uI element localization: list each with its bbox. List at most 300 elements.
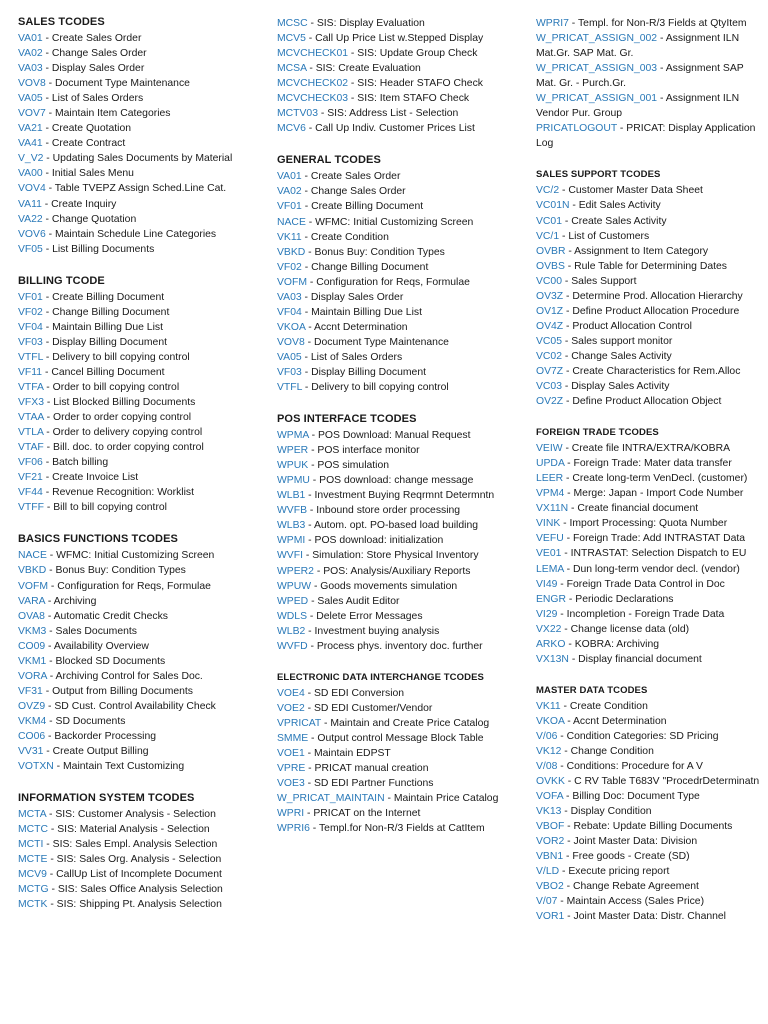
tcode-link[interactable]: OV2Z <box>536 396 564 408</box>
tcode-link[interactable]: VK13 <box>536 806 562 818</box>
tcode-entry <box>277 518 522 533</box>
tcode-link[interactable]: CO06 <box>18 730 46 742</box>
tcode-link[interactable]: VTAF <box>18 442 44 454</box>
separator: - <box>46 565 56 577</box>
tcode-description: Create Sales Order <box>51 33 142 44</box>
tcode-entry <box>18 46 258 61</box>
tcode-link[interactable]: VKOA <box>277 321 306 333</box>
tcode-link[interactable]: VOR1 <box>536 911 565 923</box>
tcode-link[interactable]: VF44 <box>18 487 43 499</box>
tcode-link[interactable]: W_PRICAT_ASSIGN_003 <box>536 63 658 75</box>
tcode-description: Assignment to Item Category <box>574 245 709 257</box>
tcode-description: Change Rebate Agreement <box>572 881 699 893</box>
tcode-link[interactable]: WPMI <box>277 535 306 547</box>
tcode-entry <box>18 609 258 624</box>
tcode-description: Archiving <box>53 595 97 607</box>
tcode-link[interactable]: VA03 <box>277 291 302 303</box>
tcode-description: Templ. for Non-R/3 Fields at QtyItem <box>577 18 747 29</box>
tcode-link[interactable]: VF06 <box>18 457 43 469</box>
tcode-description: Backorder Processing <box>54 730 157 742</box>
separator: - <box>305 625 315 637</box>
tcode-link[interactable]: VA21 <box>18 123 43 135</box>
tcode-description: Conditions: Procedure for A V <box>566 761 703 773</box>
section-heading: FOREIGN TRADE TCODES <box>536 427 659 439</box>
separator: - <box>301 291 311 303</box>
tcode-description: Order to order copying control <box>53 412 192 424</box>
tcode-link[interactable]: VF31 <box>18 685 43 697</box>
tcode-entry <box>536 349 762 364</box>
tcode-description: Rebate: Update Billing Documents <box>573 821 733 833</box>
separator: - <box>53 761 64 773</box>
tcode-link[interactable]: VF04 <box>18 321 43 333</box>
tcode-link[interactable]: MCTV03 <box>277 108 318 120</box>
tcode-section <box>277 16 522 136</box>
tcode-link[interactable]: VF01 <box>277 201 302 213</box>
tcode-description: SD Cust. Control Availability Check <box>54 700 216 712</box>
tcode-link[interactable]: VA01 <box>18 33 43 44</box>
separator: - <box>43 412 54 424</box>
tcode-link[interactable]: VA02 <box>277 186 302 198</box>
tcode-link[interactable]: PRICATLOGOUT <box>536 123 618 135</box>
tcode-description: Create Contract <box>51 138 126 150</box>
tcode-description: Product Allocation Control <box>572 320 692 332</box>
tcode-link[interactable]: VF01 <box>18 291 43 303</box>
tcode-description: PRICAT manual creation <box>314 763 429 775</box>
tcode-link[interactable]: WLB3 <box>277 520 306 532</box>
tcode-description: SD EDI Conversion <box>313 687 405 699</box>
separator: - <box>305 520 314 532</box>
tcode-link[interactable]: ARKO <box>536 638 566 650</box>
separator: - <box>561 623 571 635</box>
tcode-link[interactable]: MCTI <box>18 839 44 851</box>
tcode-link[interactable]: VA22 <box>18 213 43 225</box>
separator: - <box>568 653 579 665</box>
tcode-link[interactable]: VOV8 <box>18 78 46 90</box>
tcode-entry <box>536 486 762 501</box>
tcode-description: Create Inquiry <box>51 198 117 210</box>
tcode-entry <box>18 350 258 365</box>
tcode-link[interactable]: VC/2 <box>536 185 560 197</box>
tcode-link[interactable]: VF21 <box>18 472 43 484</box>
tcode-link[interactable]: VF02 <box>277 261 302 273</box>
tcode-link[interactable]: VA02 <box>18 48 43 60</box>
tcode-link[interactable]: VBN1 <box>536 851 564 863</box>
tcode-link[interactable]: WPRI6 <box>277 823 310 835</box>
tcode-link[interactable]: VARA <box>18 595 45 607</box>
tcode-link[interactable]: VV31 <box>18 746 44 758</box>
tcode-link[interactable]: VC00 <box>536 275 562 287</box>
tcode-link[interactable]: VA03 <box>18 63 43 75</box>
tcode-description: Define Product Allocation Procedure <box>572 305 740 317</box>
separator: - <box>563 305 573 317</box>
tcode-link[interactable]: VC02 <box>536 350 562 362</box>
separator: - <box>42 472 53 484</box>
tcode-link[interactable]: VBO2 <box>536 881 564 893</box>
tcode-entry <box>536 834 762 849</box>
separator: - <box>318 108 328 120</box>
tcode-entry <box>18 624 258 639</box>
tcode-link[interactable]: VC01N <box>536 200 570 212</box>
tcode-link[interactable]: VOFM <box>18 580 49 592</box>
tcode-link[interactable]: VI29 <box>536 608 558 620</box>
tcode-link[interactable]: VTFF <box>18 502 44 514</box>
tcode-entry <box>18 136 258 151</box>
tcode-description: Edit Sales Activity <box>578 200 661 212</box>
separator: - <box>43 153 53 165</box>
tcode-link[interactable]: VTFA <box>18 381 44 393</box>
tcode-link[interactable]: UPDA <box>536 458 565 470</box>
tcode-link[interactable]: WLB1 <box>277 490 306 502</box>
separator: - <box>563 851 573 863</box>
tcode-entry <box>18 897 258 912</box>
separator: - <box>304 808 314 820</box>
tcode-entry <box>277 121 522 136</box>
tcode-description: INTRASTAT: Selection Dispatch to EU <box>570 548 747 560</box>
tcode-link[interactable]: VFX3 <box>18 397 44 409</box>
tcode-link[interactable]: MCTG <box>18 884 49 896</box>
tcode-link[interactable]: VKM3 <box>18 625 47 637</box>
separator: - <box>42 306 53 318</box>
separator: - <box>42 321 53 333</box>
separator: - <box>45 640 54 652</box>
separator: - <box>569 200 579 212</box>
tcode-link[interactable]: VBKD <box>277 246 306 258</box>
tcode-link[interactable]: VOE2 <box>277 702 305 714</box>
tcode-link[interactable]: VOE1 <box>277 747 305 759</box>
tcode-description: Joint Master Data: Division <box>573 836 698 848</box>
tcode-entry <box>536 894 762 909</box>
tcode-section <box>277 413 522 654</box>
separator: - <box>43 746 53 758</box>
tcode-description: List of Customers <box>568 230 650 242</box>
tcode-link[interactable]: VKM1 <box>18 655 47 667</box>
separator: - <box>301 171 311 183</box>
tcode-link[interactable]: OVZ9 <box>18 700 46 712</box>
tcode-entry <box>18 410 258 425</box>
tcode-entry <box>277 169 522 184</box>
tcode-link[interactable]: VOFA <box>536 791 564 803</box>
tcode-link[interactable]: VPM4 <box>536 488 565 500</box>
tcode-description: Configuration for Reqs, Formulae <box>57 580 211 592</box>
tcode-link[interactable]: V/08 <box>536 761 558 773</box>
tcode-link[interactable]: WPUW <box>277 580 312 592</box>
tcode-link[interactable]: OVBS <box>536 260 565 272</box>
tcode-link[interactable]: OV1Z <box>536 305 564 317</box>
tcode-link[interactable]: VKOA <box>536 715 565 727</box>
tcode-link[interactable]: VC01 <box>536 215 562 227</box>
separator: - <box>562 443 572 455</box>
tcode-link[interactable]: VF02 <box>18 306 43 318</box>
tcode-link[interactable]: VK11 <box>277 231 302 243</box>
tcode-link[interactable]: VA41 <box>18 138 43 150</box>
tcode-link[interactable]: VX22 <box>536 623 562 635</box>
separator: - <box>308 595 318 607</box>
tcode-link[interactable]: WVFB <box>277 505 308 517</box>
tcode-link[interactable]: WPMU <box>277 475 310 487</box>
separator: - <box>42 243 53 255</box>
tcode-link[interactable]: W_PRICAT_ASSIGN_001 <box>536 93 658 105</box>
tcode-description: Create Billing Document <box>311 201 424 213</box>
tcode-link[interactable]: VX13N <box>536 653 569 665</box>
tcode-entry <box>277 548 522 563</box>
tcode-link[interactable]: VA05 <box>18 93 43 105</box>
tcode-link[interactable]: VOR2 <box>536 836 565 848</box>
tcode-link[interactable]: ENGR <box>536 593 567 605</box>
tcode-link[interactable]: V_V2 <box>18 153 44 165</box>
tcode-link[interactable]: CO09 <box>18 640 46 652</box>
tcode-link[interactable]: V/06 <box>536 730 558 742</box>
tcode-description: Accnt Determination <box>572 715 667 727</box>
tcode-description: Bonus Buy: Condition Types <box>314 246 445 258</box>
tcode-link[interactable]: MCVCHECK01 <box>277 48 349 60</box>
tcode-entry <box>277 533 522 548</box>
tcode-description: SIS: Sales Org. Analysis - Selection <box>56 854 222 866</box>
separator: - <box>45 228 55 240</box>
separator: - <box>657 93 666 105</box>
tcode-link[interactable]: OVKK <box>536 776 565 788</box>
tcode-description: Create Characteristics for Rem.Alloc <box>572 365 741 377</box>
tcode-link[interactable]: VF03 <box>18 336 43 348</box>
tcode-entry <box>277 215 522 230</box>
tcode-link[interactable]: VF11 <box>18 366 43 378</box>
tcode-link[interactable]: VK12 <box>536 745 562 757</box>
tcode-link[interactable]: VTFL <box>18 351 44 363</box>
column-1 <box>18 16 258 930</box>
tcode-description: Create Sales Activity <box>571 215 667 227</box>
tcode-link[interactable]: VF04 <box>277 306 302 318</box>
tcode-entry <box>18 121 258 136</box>
tcode-entry <box>536 516 762 531</box>
tcode-section <box>18 275 258 516</box>
tcode-description: SIS: Address List - Selection <box>327 108 459 120</box>
tcode-link[interactable]: VOV4 <box>18 183 46 195</box>
tcode-description: Billing Doc: Document Type <box>572 791 700 803</box>
tcode-link[interactable]: MCV9 <box>18 869 47 881</box>
tcode-link[interactable]: VORA <box>18 670 47 682</box>
separator: - <box>45 78 55 90</box>
tcode-description: SD Documents <box>55 715 126 727</box>
tcode-description: Maintain Billing Due List <box>311 306 422 318</box>
tcode-entry <box>277 458 522 473</box>
tcode-link[interactable]: MCVCHECK03 <box>277 93 349 105</box>
separator: - <box>557 578 567 590</box>
tcode-link[interactable]: WPER2 <box>277 565 314 577</box>
separator: - <box>308 430 318 442</box>
tcode-entry <box>277 428 522 443</box>
tcode-link[interactable]: VOV6 <box>18 228 46 240</box>
tcode-link[interactable]: VOE4 <box>277 687 305 699</box>
tcode-link[interactable]: WPER <box>277 445 309 457</box>
tcode-link[interactable]: WPRI <box>277 808 305 820</box>
tcode-entry <box>277 806 522 821</box>
separator: - <box>48 580 58 592</box>
tcode-entry <box>277 320 522 335</box>
tcode-link[interactable]: VC03 <box>536 381 562 393</box>
tcode-link[interactable]: VEFU <box>536 533 564 545</box>
separator: - <box>348 48 358 60</box>
separator: - <box>307 276 317 288</box>
tcode-link[interactable]: VKM4 <box>18 715 47 727</box>
tcode-link[interactable]: SMME <box>277 732 309 744</box>
tcode-link[interactable]: VE01 <box>536 548 562 560</box>
tcode-link[interactable]: WPRI7 <box>536 18 569 29</box>
tcode-description: Delivery to bill copying control <box>52 351 190 363</box>
tcode-link[interactable]: LEMA <box>536 563 564 575</box>
tcode-link[interactable]: MCTC <box>18 824 49 836</box>
tcode-link[interactable]: MCVCHECK02 <box>277 78 349 90</box>
tcode-link[interactable]: MCSA <box>277 63 307 75</box>
tcode-description: WFMC: Initial Customizing Screen <box>56 550 215 562</box>
tcode-description: Updating Sales Documents by Material <box>52 153 233 165</box>
tcode-link[interactable]: OVBR <box>536 245 566 257</box>
tcode-link[interactable]: VA11 <box>18 198 42 210</box>
tcode-link[interactable]: OVA8 <box>18 610 45 622</box>
tcode-description: Maintain Text Customizing <box>63 761 185 773</box>
tcode-link[interactable]: LEER <box>536 473 564 485</box>
tcode-link[interactable]: VTLA <box>18 427 44 439</box>
tcode-link[interactable]: VA05 <box>277 351 302 363</box>
tcode-entry <box>536 31 762 61</box>
separator: - <box>348 93 358 105</box>
tcode-description: Free goods - Create (SD) <box>572 851 690 863</box>
tcode-description: Create Quotation <box>51 123 132 135</box>
section-heading: INFORMATION SYSTEM TCODES <box>18 792 195 805</box>
tcode-link[interactable]: VK11 <box>536 700 561 712</box>
tcode-link[interactable]: WLB2 <box>277 625 306 637</box>
tcode-entry <box>277 564 522 579</box>
tcode-link[interactable]: VA01 <box>277 171 302 183</box>
tcode-description: Assignment ILN Mat.Gr. SAP Mat. Gr. <box>536 33 740 60</box>
tcode-description: Change Sales Order <box>51 48 147 60</box>
separator: - <box>41 198 52 210</box>
tcode-description: Foreign Trade Data Control in Doc <box>566 578 725 590</box>
tcode-link[interactable]: VA00 <box>18 168 43 180</box>
separator: - <box>563 396 573 408</box>
tcode-entry <box>18 563 258 578</box>
tcode-link[interactable]: WPMA <box>277 430 309 442</box>
tcode-link[interactable]: WDLS <box>277 610 308 622</box>
tcode-link[interactable]: VOV8 <box>277 336 305 348</box>
tcode-link[interactable]: VBOF <box>536 821 565 833</box>
separator: - <box>46 625 56 637</box>
tcode-link[interactable]: VTFL <box>277 382 303 394</box>
tcode-link[interactable]: MCV5 <box>277 33 306 45</box>
tcode-description: Order to delivery copying control <box>52 427 203 439</box>
tcode-description: List Blocked Billing Documents <box>53 397 196 409</box>
tcode-link[interactable]: NACE <box>18 550 47 562</box>
tcode-link[interactable]: VF03 <box>277 366 302 378</box>
section-heading: SALES TCODES <box>18 16 105 28</box>
separator: - <box>47 854 57 866</box>
tcode-link[interactable]: VF05 <box>18 243 43 255</box>
tcode-link[interactable]: W_PRICAT_ASSIGN_002 <box>536 33 658 45</box>
tcode-link[interactable]: VC05 <box>536 335 562 347</box>
tcode-link[interactable]: VC/1 <box>536 230 560 242</box>
separator: - <box>44 595 54 607</box>
separator: - <box>46 869 57 881</box>
separator: - <box>305 123 316 135</box>
tcode-entry <box>536 121 762 151</box>
tcode-entry <box>536 531 762 546</box>
tcode-link[interactable]: VX11N <box>536 503 569 515</box>
tcode-entry <box>536 441 762 456</box>
tcode-description: List of Sales Orders <box>310 351 403 363</box>
tcode-link[interactable]: MCTK <box>18 899 48 911</box>
tcode-entry <box>536 879 762 894</box>
tcode-entry <box>18 305 258 320</box>
tcode-entry <box>536 804 762 819</box>
tcode-link[interactable]: NACE <box>277 216 306 228</box>
separator: - <box>48 884 58 896</box>
tcode-entry <box>18 166 258 181</box>
tcode-link[interactable]: V/07 <box>536 896 558 908</box>
tcode-link[interactable]: VEIW <box>536 443 563 455</box>
tcode-link[interactable]: WVFD <box>277 640 308 652</box>
tcode-description: Sales Audit Editor <box>317 595 400 607</box>
tcode-link[interactable]: VOV7 <box>18 108 46 120</box>
tcode-link[interactable]: V/LD <box>536 866 560 878</box>
tcode-entry <box>18 181 258 196</box>
tcode-link[interactable]: VPRICAT <box>277 717 322 729</box>
tcode-entry <box>536 652 762 667</box>
tcode-link[interactable]: VOFM <box>277 276 308 288</box>
tcode-entry <box>536 379 762 394</box>
separator: - <box>43 502 54 514</box>
tcode-link[interactable]: VPRE <box>277 763 306 775</box>
tcode-link[interactable]: OV3Z <box>536 290 564 302</box>
separator: - <box>307 610 317 622</box>
tcode-link[interactable]: MCV6 <box>277 123 306 135</box>
tcode-entry <box>18 485 258 500</box>
column-2 <box>277 16 522 854</box>
tcode-link[interactable]: WVFI <box>277 550 303 562</box>
tcode-link[interactable]: MCSC <box>277 18 308 29</box>
tcode-link[interactable]: MCTA <box>18 809 47 821</box>
separator: - <box>46 655 56 667</box>
tcode-description: KOBRA: Archiving <box>574 638 659 650</box>
tcode-entry <box>277 106 522 121</box>
tcode-link[interactable]: MCTE <box>18 854 48 866</box>
tcode-description: Table TVEPZ Assign Sched.Line Cat. <box>54 183 227 195</box>
tcode-link[interactable]: OV7Z <box>536 365 564 377</box>
separator: - <box>305 535 315 547</box>
tcode-link[interactable]: VOE3 <box>277 778 305 790</box>
tcode-link[interactable]: VOTXN <box>18 761 54 773</box>
tcode-link[interactable]: VBKD <box>18 565 47 577</box>
tcode-description: Display Sales Order <box>310 291 404 303</box>
separator: - <box>46 550 57 562</box>
tcode-description: Inbound store order processing <box>316 505 461 517</box>
tcode-entry <box>536 91 762 121</box>
tcode-link[interactable]: WPED <box>277 595 309 607</box>
separator: - <box>302 550 313 562</box>
tcode-link[interactable]: VTAA <box>18 412 44 424</box>
tcode-link[interactable]: W_PRICAT_MAINTAIN <box>277 793 385 805</box>
separator: - <box>560 700 570 712</box>
tcode-link[interactable]: VINK <box>536 518 561 530</box>
tcode-link[interactable]: WPUK <box>277 460 309 472</box>
section-heading: BILLING TCODE <box>18 274 105 287</box>
tcode-link[interactable]: VI49 <box>536 578 558 590</box>
separator: - <box>43 442 54 454</box>
section-heading: POS INTERFACE TCODES <box>277 413 417 426</box>
tcode-entry <box>277 350 522 365</box>
tcode-link[interactable]: OV4Z <box>536 320 564 332</box>
tcode-entry <box>536 274 762 289</box>
tcode-description: POS Download: Manual Request <box>317 430 471 442</box>
tcode-description: SIS: Material Analysis - Selection <box>57 824 210 836</box>
separator: - <box>308 460 318 472</box>
